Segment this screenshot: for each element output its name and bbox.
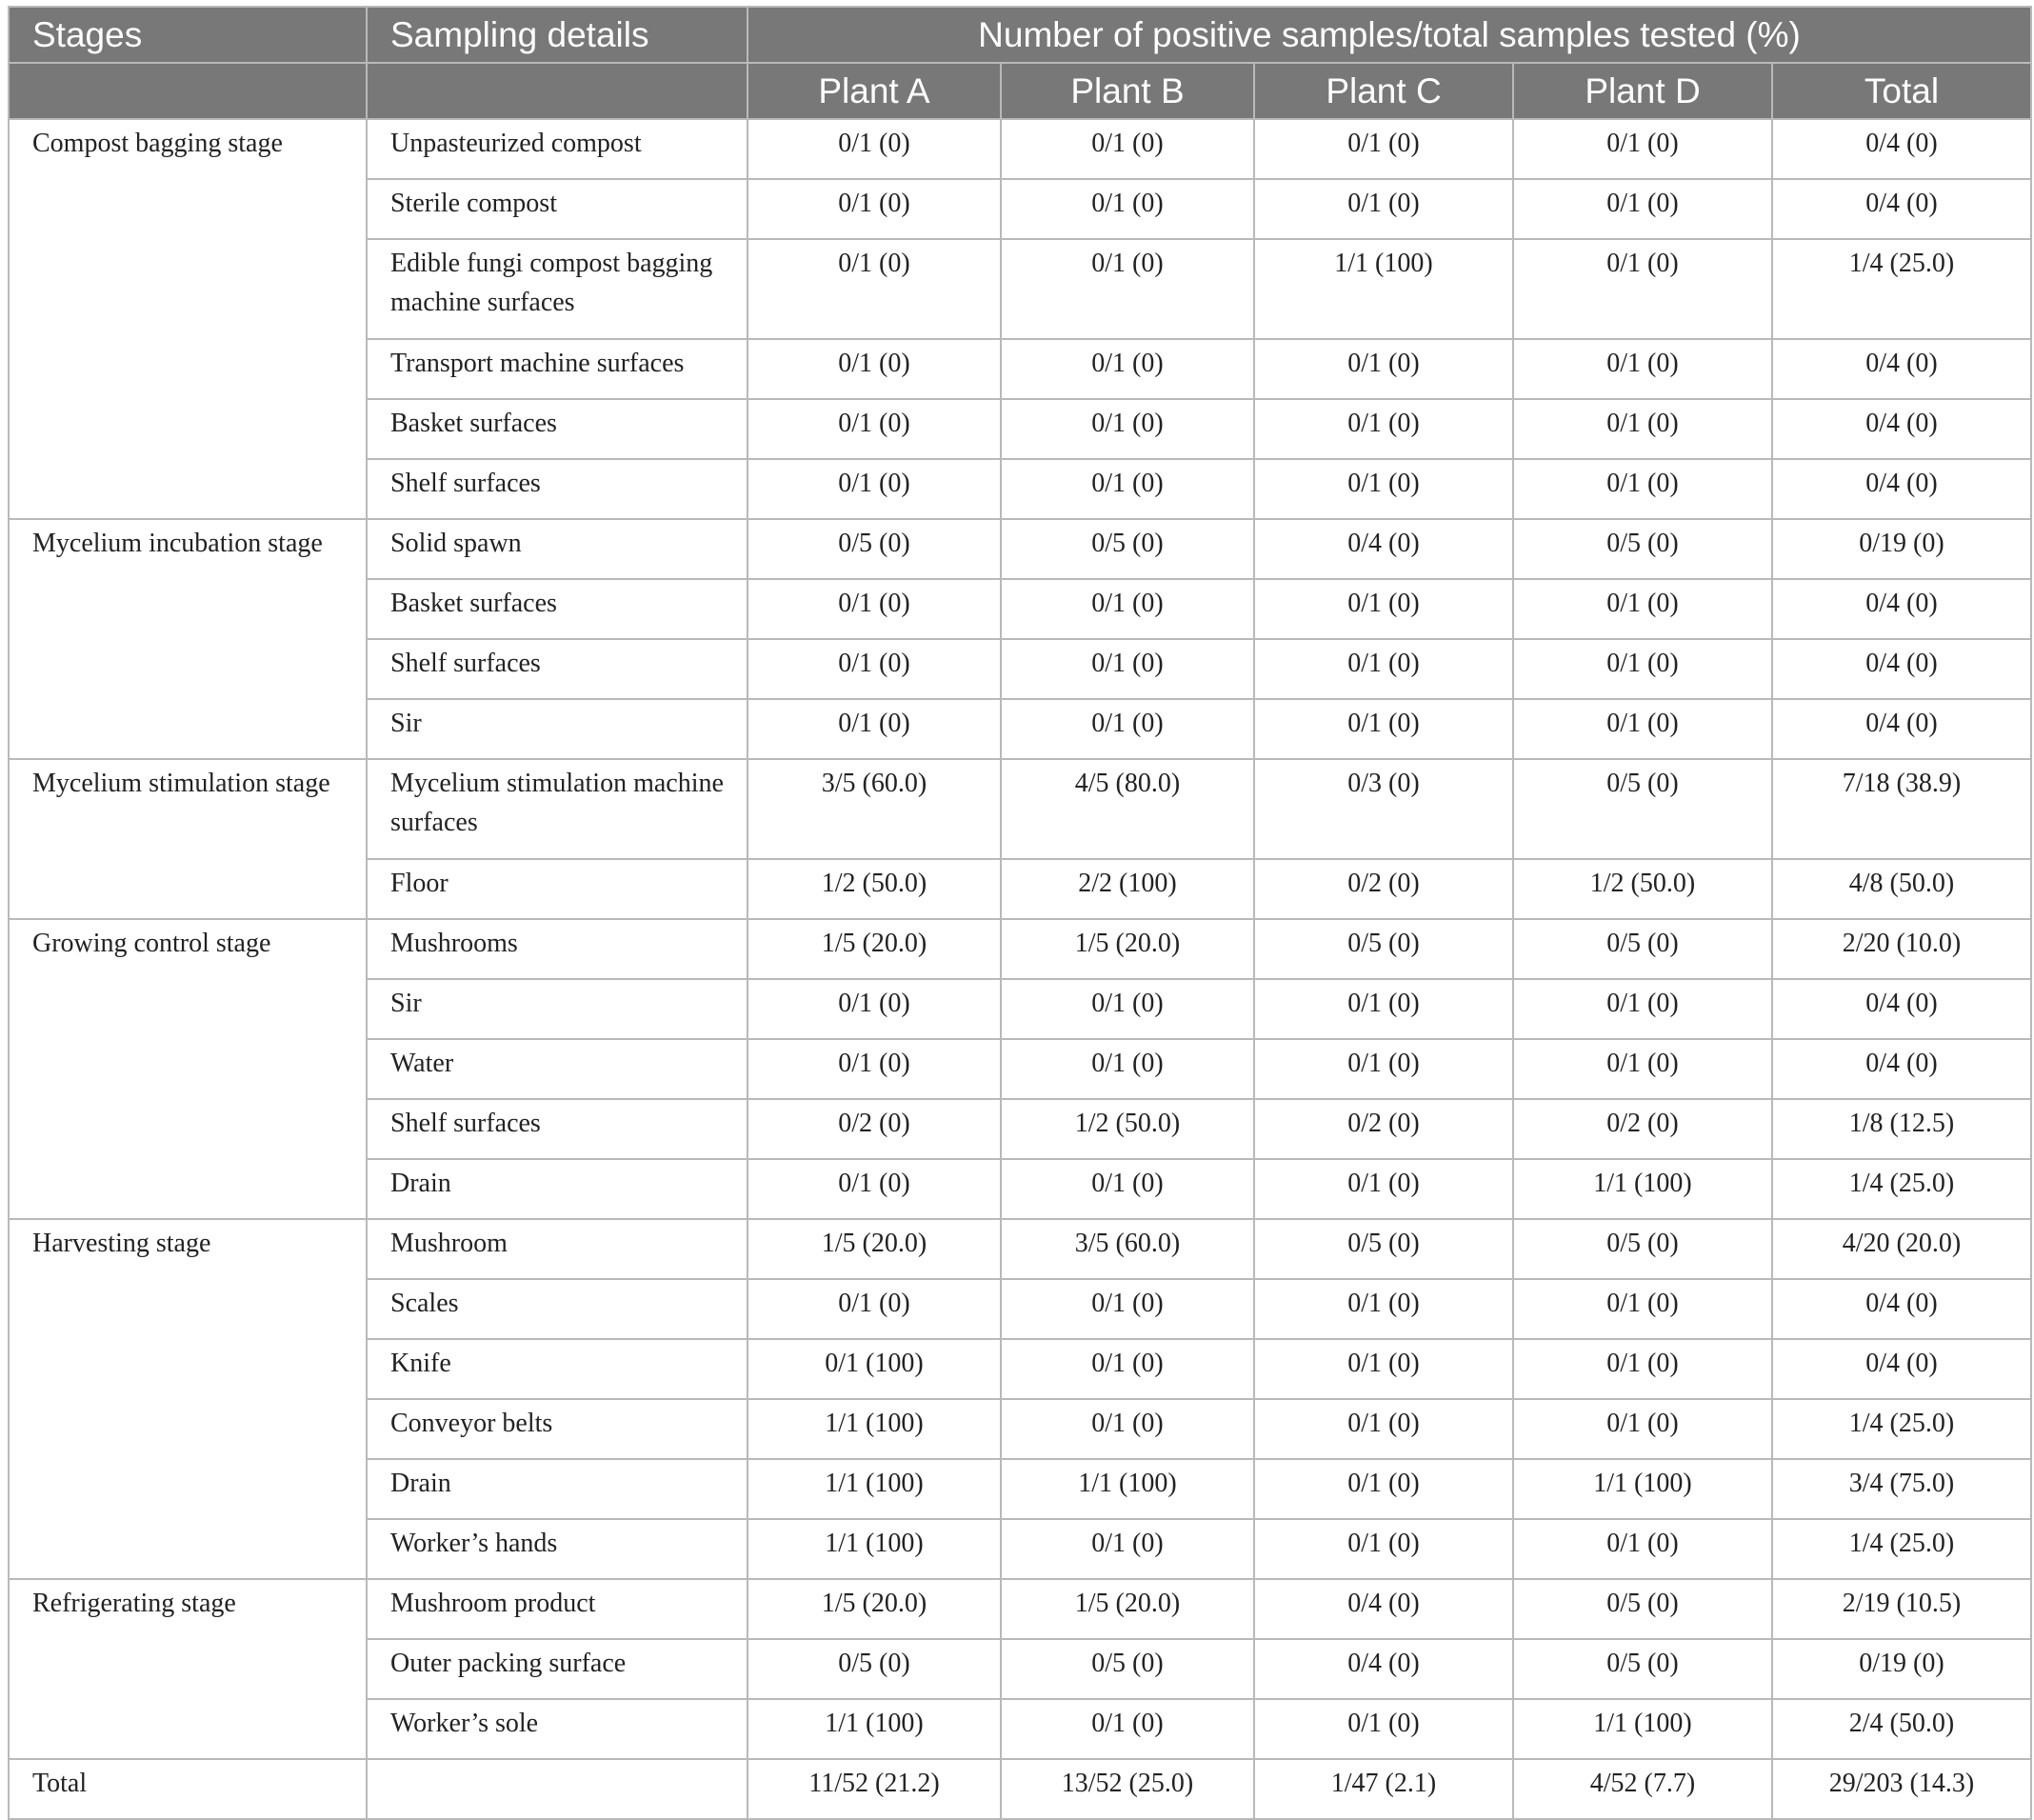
value-cell: 0/1 (0) [1513, 1399, 1772, 1459]
value-cell: 1/1 (100) [1254, 239, 1513, 339]
value-cell: 0/5 (0) [1513, 1219, 1772, 1279]
value-cell: 0/4 (0) [1772, 1339, 2031, 1399]
value-cell: 3/5 (60.0) [1001, 1219, 1254, 1279]
value-cell: 0/1 (0) [1513, 239, 1772, 339]
total-value-cell: 13/52 (25.0) [1001, 1759, 1254, 1819]
value-cell: 0/1 (0) [1513, 1339, 1772, 1399]
value-cell: 0/4 (0) [1772, 639, 2031, 699]
value-cell: 0/1 (0) [1513, 1519, 1772, 1579]
header-sampling-details: Sampling details [367, 7, 748, 63]
value-cell: 1/5 (20.0) [1001, 1579, 1254, 1639]
value-cell: 0/4 (0) [1254, 1639, 1513, 1699]
header-plant-d: Plant D [1513, 63, 1772, 119]
table-row [9, 1219, 2031, 1279]
value-cell: 0/5 (0) [1513, 919, 1772, 979]
sampling-detail-cell: Outer packing surface [367, 1639, 748, 1699]
value-cell: 1/1 (100) [748, 1399, 1001, 1459]
value-cell: 0/1 (0) [748, 1159, 1001, 1219]
value-cell: 1/5 (20.0) [1001, 919, 1254, 979]
value-cell: 0/2 (0) [1254, 1099, 1513, 1159]
header-plant-c: Plant C [1254, 63, 1513, 119]
value-cell: 1/2 (50.0) [1001, 1099, 1254, 1159]
value-cell: 0/1 (0) [1513, 179, 1772, 239]
value-cell: 0/1 (0) [748, 579, 1001, 639]
table-row [9, 519, 2031, 579]
table-row [9, 759, 2031, 859]
sampling-detail-cell: Sterile compost [367, 179, 748, 239]
stage-cell: Growing control stage [9, 919, 367, 1219]
value-cell: 0/5 (0) [1513, 1579, 1772, 1639]
results-table [8, 6, 2032, 1820]
header-plant-b: Plant B [1001, 63, 1254, 119]
value-cell: 0/5 (0) [748, 1639, 1001, 1699]
value-cell: 2/20 (10.0) [1772, 919, 2031, 979]
value-cell: 4/20 (20.0) [1772, 1219, 2031, 1279]
sampling-detail-cell: Sir [367, 699, 748, 759]
value-cell: 0/1 (0) [748, 1039, 1001, 1099]
value-cell: 1/1 (100) [748, 1699, 1001, 1759]
value-cell: 0/1 (0) [748, 699, 1001, 759]
sampling-detail-cell: Mushroom product [367, 1579, 748, 1639]
value-cell: 0/1 (100) [748, 1339, 1001, 1399]
value-cell: 1/1 (100) [1513, 1699, 1772, 1759]
value-cell: 0/1 (0) [1513, 399, 1772, 459]
header-stages-blank [9, 63, 367, 119]
value-cell: 0/4 (0) [1772, 399, 2031, 459]
value-cell: 0/5 (0) [1254, 1219, 1513, 1279]
value-cell: 0/1 (0) [1513, 119, 1772, 179]
value-cell: 0/1 (0) [748, 239, 1001, 339]
stage-cell: Compost bagging stage [9, 119, 367, 519]
value-cell: 0/1 (0) [1254, 459, 1513, 519]
value-cell: 2/2 (100) [1001, 859, 1254, 919]
sampling-detail-cell: Conveyor belts [367, 1399, 748, 1459]
value-cell: 0/1 (0) [748, 979, 1001, 1039]
value-cell: 0/1 (0) [1254, 339, 1513, 399]
total-value-cell: 29/203 (14.3) [1772, 1759, 2031, 1819]
value-cell: 0/1 (0) [1001, 1519, 1254, 1579]
sampling-detail-cell: Solid spawn [367, 519, 748, 579]
value-cell: 0/19 (0) [1772, 519, 2031, 579]
value-cell: 0/5 (0) [1513, 759, 1772, 859]
value-cell: 0/1 (0) [1001, 119, 1254, 179]
sampling-detail-cell: Sir [367, 979, 748, 1039]
value-cell: 3/5 (60.0) [748, 759, 1001, 859]
value-cell: 0/1 (0) [1001, 699, 1254, 759]
table-row [9, 1579, 2031, 1639]
value-cell: 1/1 (100) [1513, 1159, 1772, 1219]
sampling-detail-cell: Unpasteurized compost [367, 119, 748, 179]
value-cell: 0/1 (0) [748, 1279, 1001, 1339]
value-cell: 0/5 (0) [1254, 919, 1513, 979]
value-cell: 0/1 (0) [748, 399, 1001, 459]
sampling-detail-cell: Knife [367, 1339, 748, 1399]
sampling-detail-cell: Mycelium stimulation machine surfaces [367, 759, 748, 859]
value-cell: 2/19 (10.5) [1772, 1579, 2031, 1639]
header-stages: Stages [9, 7, 367, 63]
total-detail-cell [367, 1759, 748, 1819]
value-cell: 0/1 (0) [1001, 399, 1254, 459]
stage-cell: Refrigerating stage [9, 1579, 367, 1759]
value-cell: 0/1 (0) [1001, 339, 1254, 399]
value-cell: 0/1 (0) [1513, 579, 1772, 639]
value-cell: 0/1 (0) [1001, 1159, 1254, 1219]
value-cell: 0/4 (0) [1254, 1579, 1513, 1639]
sampling-detail-cell: Shelf surfaces [367, 1099, 748, 1159]
value-cell: 4/5 (80.0) [1001, 759, 1254, 859]
value-cell: 0/1 (0) [1254, 1339, 1513, 1399]
table-row [9, 919, 2031, 979]
value-cell: 0/1 (0) [1513, 639, 1772, 699]
value-cell: 0/1 (0) [1513, 1279, 1772, 1339]
value-cell: 0/1 (0) [1254, 1459, 1513, 1519]
value-cell: 0/1 (0) [1001, 579, 1254, 639]
value-cell: 0/2 (0) [1513, 1099, 1772, 1159]
value-cell: 0/5 (0) [748, 519, 1001, 579]
value-cell: 0/1 (0) [1001, 1039, 1254, 1099]
value-cell: 0/4 (0) [1772, 119, 2031, 179]
value-cell: 0/2 (0) [748, 1099, 1001, 1159]
sampling-detail-cell: Scales [367, 1279, 748, 1339]
value-cell: 0/5 (0) [1513, 1639, 1772, 1699]
table-row [9, 119, 2031, 179]
value-cell: 1/2 (50.0) [1513, 859, 1772, 919]
value-cell: 1/1 (100) [1513, 1459, 1772, 1519]
results-table-container [8, 6, 2030, 1820]
value-cell: 1/5 (20.0) [748, 919, 1001, 979]
value-cell: 1/1 (100) [748, 1459, 1001, 1519]
value-cell: 0/1 (0) [1254, 639, 1513, 699]
stage-cell: Harvesting stage [9, 1219, 367, 1579]
header-plant-a: Plant A [748, 63, 1001, 119]
value-cell: 0/1 (0) [748, 179, 1001, 239]
value-cell: 0/5 (0) [1001, 519, 1254, 579]
value-cell: 0/1 (0) [1001, 179, 1254, 239]
value-cell: 0/1 (0) [1254, 979, 1513, 1039]
header-total: Total [1772, 63, 2031, 119]
value-cell: 1/1 (100) [748, 1519, 1001, 1579]
value-cell: 0/1 (0) [1001, 1699, 1254, 1759]
value-cell: 0/1 (0) [1001, 1399, 1254, 1459]
value-cell: 0/1 (0) [1254, 1399, 1513, 1459]
value-cell: 0/1 (0) [1254, 1279, 1513, 1339]
value-cell: 1/4 (25.0) [1772, 1399, 2031, 1459]
value-cell: 4/8 (50.0) [1772, 859, 2031, 919]
header-row-2 [9, 63, 2031, 119]
sampling-detail-cell: Basket surfaces [367, 579, 748, 639]
header-group: Number of positive samples/total samples tested (%) [748, 7, 2031, 63]
value-cell: 1/1 (100) [1001, 1459, 1254, 1519]
value-cell: 0/1 (0) [1254, 1039, 1513, 1099]
value-cell: 0/1 (0) [1254, 399, 1513, 459]
value-cell: 1/4 (25.0) [1772, 1519, 2031, 1579]
sampling-detail-cell: Floor [367, 859, 748, 919]
total-value-cell: 11/52 (21.2) [748, 1759, 1001, 1819]
value-cell: 0/1 (0) [1254, 579, 1513, 639]
sampling-detail-cell: Shelf surfaces [367, 639, 748, 699]
value-cell: 1/5 (20.0) [748, 1219, 1001, 1279]
sampling-detail-cell: Shelf surfaces [367, 459, 748, 519]
value-cell: 1/2 (50.0) [748, 859, 1001, 919]
sampling-detail-cell: Mushrooms [367, 919, 748, 979]
value-cell: 0/2 (0) [1254, 859, 1513, 919]
value-cell: 0/1 (0) [1001, 459, 1254, 519]
value-cell: 0/5 (0) [1513, 519, 1772, 579]
value-cell: 0/1 (0) [1254, 1519, 1513, 1579]
value-cell: 0/1 (0) [1001, 639, 1254, 699]
stage-cell: Mycelium incubation stage [9, 519, 367, 759]
value-cell: 0/4 (0) [1772, 179, 2031, 239]
value-cell: 1/5 (20.0) [748, 1579, 1001, 1639]
value-cell: 0/1 (0) [1513, 979, 1772, 1039]
value-cell: 0/1 (0) [1001, 979, 1254, 1039]
value-cell: 0/4 (0) [1772, 1279, 2031, 1339]
value-cell: 0/1 (0) [1513, 699, 1772, 759]
value-cell: 0/19 (0) [1772, 1639, 2031, 1699]
value-cell: 0/1 (0) [1254, 1699, 1513, 1759]
sampling-detail-cell: Basket surfaces [367, 399, 748, 459]
sampling-detail-cell: Mushroom [367, 1219, 748, 1279]
value-cell: 0/5 (0) [1001, 1639, 1254, 1699]
value-cell: 0/1 (0) [1513, 339, 1772, 399]
value-cell: 0/4 (0) [1772, 699, 2031, 759]
table-header [9, 7, 2031, 119]
value-cell: 0/1 (0) [1254, 1159, 1513, 1219]
value-cell: 0/4 (0) [1772, 339, 2031, 399]
value-cell: 1/4 (25.0) [1772, 1159, 2031, 1219]
sampling-detail-cell: Transport machine surfaces [367, 339, 748, 399]
sampling-detail-cell: Worker’s sole [367, 1699, 748, 1759]
total-value-cell: 4/52 (7.7) [1513, 1759, 1772, 1819]
value-cell: 0/1 (0) [748, 459, 1001, 519]
value-cell: 0/4 (0) [1772, 979, 2031, 1039]
stage-cell: Mycelium stimulation stage [9, 759, 367, 919]
total-row [9, 1759, 2031, 1819]
sampling-detail-cell: Drain [367, 1159, 748, 1219]
value-cell: 0/4 (0) [1772, 579, 2031, 639]
header-sampling-blank [367, 63, 748, 119]
total-value-cell: 1/47 (2.1) [1254, 1759, 1513, 1819]
value-cell: 0/1 (0) [1001, 1339, 1254, 1399]
value-cell: 0/1 (0) [1001, 239, 1254, 339]
value-cell: 0/1 (0) [1254, 699, 1513, 759]
value-cell: 0/4 (0) [1772, 1039, 2031, 1099]
total-label-cell: Total [9, 1759, 367, 1819]
value-cell: 0/1 (0) [1001, 1279, 1254, 1339]
value-cell: 1/8 (12.5) [1772, 1099, 2031, 1159]
value-cell: 3/4 (75.0) [1772, 1459, 2031, 1519]
sampling-detail-cell: Water [367, 1039, 748, 1099]
header-row-1 [9, 7, 2031, 63]
value-cell: 0/3 (0) [1254, 759, 1513, 859]
value-cell: 0/1 (0) [748, 639, 1001, 699]
sampling-detail-cell: Drain [367, 1459, 748, 1519]
value-cell: 0/4 (0) [1254, 519, 1513, 579]
value-cell: 1/4 (25.0) [1772, 239, 2031, 339]
value-cell: 0/1 (0) [1254, 119, 1513, 179]
table-body [9, 119, 2031, 1819]
value-cell: 0/4 (0) [1772, 459, 2031, 519]
value-cell: 0/1 (0) [748, 119, 1001, 179]
value-cell: 7/18 (38.9) [1772, 759, 2031, 859]
value-cell: 0/1 (0) [1254, 179, 1513, 239]
value-cell: 2/4 (50.0) [1772, 1699, 2031, 1759]
value-cell: 0/1 (0) [1513, 1039, 1772, 1099]
sampling-detail-cell: Worker’s hands [367, 1519, 748, 1579]
value-cell: 0/1 (0) [748, 339, 1001, 399]
value-cell: 0/1 (0) [1513, 459, 1772, 519]
sampling-detail-cell: Edible fungi compost bagging machine surfaces [367, 239, 748, 339]
